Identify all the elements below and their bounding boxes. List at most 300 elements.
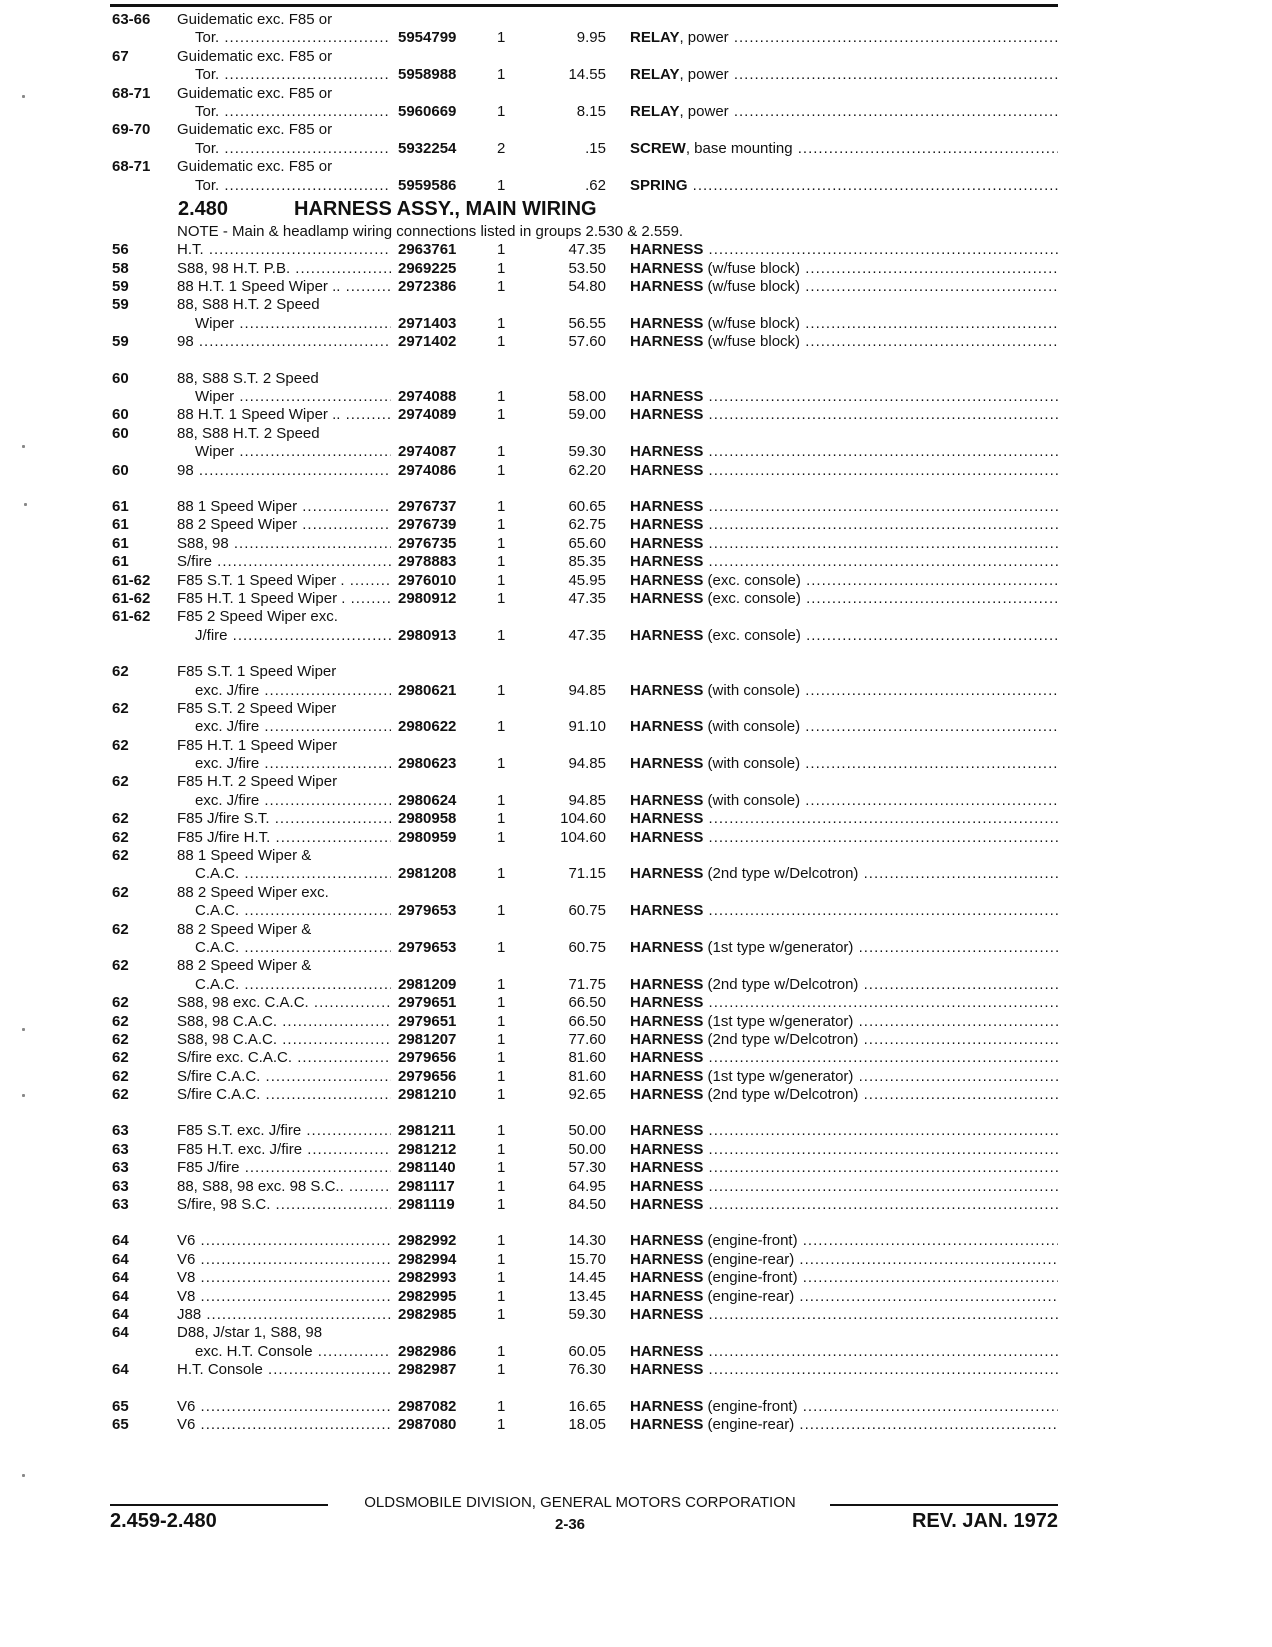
part-number: 2982994 <box>398 1250 457 1268</box>
price: 94.85 <box>568 681 606 699</box>
price: 59.30 <box>568 1306 606 1323</box>
part-number: 2981210 <box>398 1086 457 1104</box>
table-row <box>0 663 1272 681</box>
part-name-bold: RELAY <box>630 102 680 120</box>
description-continued: Tor. ..... <box>195 140 391 158</box>
description: V8 ..... <box>177 1269 391 1287</box>
part-name <box>630 516 1058 534</box>
part-name-bold: HARNESS <box>630 1397 704 1415</box>
footer-revision: REV. JAN. 1972 <box>911 1510 1058 1532</box>
model-year: 65 <box>112 1415 129 1433</box>
model-year: 56 <box>112 241 129 259</box>
model-year: 64 <box>112 1361 129 1379</box>
table-row <box>0 158 1272 176</box>
part-name <box>630 792 1058 810</box>
description: F85 H.T. 1 Speed Wiper . ..... <box>177 590 391 608</box>
price: 91.10 <box>568 718 606 736</box>
quantity: 1 <box>497 791 506 809</box>
part-name-detail: (1st type w/generator) <box>703 1012 854 1030</box>
table-row <box>0 994 1272 1012</box>
description: V6 ..... <box>177 1232 391 1250</box>
table-row <box>0 1196 1272 1214</box>
part-name-bold: HARNESS <box>630 516 704 534</box>
price: 66.50 <box>568 1012 606 1030</box>
model-year: 62 <box>112 847 129 865</box>
part-number: 2981207 <box>398 1030 457 1048</box>
part-name <box>630 315 1058 333</box>
table-row <box>0 590 1272 608</box>
model-year: 61 <box>112 516 129 534</box>
part-name <box>630 535 1058 553</box>
part-number: 2980624 <box>398 791 457 809</box>
description: S88, 98 ..... <box>177 535 391 553</box>
model-year: 59 <box>112 333 129 351</box>
table-row <box>0 829 1272 847</box>
part-name-bold: HARNESS <box>630 1122 704 1140</box>
price: 50.00 <box>568 1140 606 1158</box>
price: 9.95 <box>576 29 606 47</box>
quantity: 1 <box>497 388 506 406</box>
quantity: 1 <box>497 1250 506 1268</box>
price: 94.85 <box>568 755 606 773</box>
description: 88, S88 S.T. 2 Speed <box>177 369 319 387</box>
quantity: 1 <box>497 975 506 993</box>
part-name-bold: HARNESS <box>630 791 704 809</box>
price: 60.05 <box>568 1342 606 1360</box>
price: 53.50 <box>568 259 606 277</box>
part-number: 2974088 <box>398 388 457 406</box>
part-name <box>630 241 1058 259</box>
quantity: 1 <box>497 553 506 571</box>
model-year: 62 <box>112 699 129 717</box>
part-number: 2976735 <box>398 534 457 552</box>
part-name <box>630 1416 1058 1434</box>
price: 77.60 <box>568 1030 606 1048</box>
part-name-bold: HARNESS <box>630 1342 704 1360</box>
part-name-detail: (engine-rear) <box>703 1250 795 1268</box>
price: .62 <box>585 176 606 194</box>
part-number: 5932254 <box>398 139 457 157</box>
description: Guidematic exc. F85 or <box>177 158 333 176</box>
model-year: 61 <box>112 497 129 515</box>
description: 88 2 Speed Wiper & <box>177 920 312 938</box>
quantity: 1 <box>497 755 506 773</box>
quantity: 1 <box>497 828 506 846</box>
part-name-detail: (w/fuse block) <box>703 259 801 277</box>
part-name-detail: (w/fuse block) <box>703 314 801 332</box>
part-number: 2974089 <box>398 406 457 424</box>
table-row <box>0 1013 1272 1031</box>
table-row-continuation <box>0 1343 1272 1361</box>
part-number: 2982993 <box>398 1269 457 1287</box>
quantity: 1 <box>497 29 506 47</box>
table-row <box>0 1306 1272 1324</box>
table-row <box>0 1068 1272 1086</box>
part-name <box>630 1013 1058 1031</box>
quantity: 1 <box>497 461 506 479</box>
model-year: 68-71 <box>112 84 151 102</box>
part-number: 2980623 <box>398 755 457 773</box>
description: S/fire exc. C.A.C. ..... <box>177 1049 391 1067</box>
part-name-bold: HARNESS <box>630 406 704 424</box>
table-row <box>0 121 1272 139</box>
part-number: 5960669 <box>398 102 457 120</box>
part-number: 2972386 <box>398 278 457 296</box>
part-number: 2979651 <box>398 1012 457 1030</box>
table-row-continuation <box>0 29 1272 47</box>
part-name-detail: (w/fuse block) <box>703 278 801 296</box>
price: 76.30 <box>568 1361 606 1379</box>
description: F85 J/fire S.T. ..... <box>177 810 391 828</box>
part-name-bold: HARNESS <box>630 902 704 920</box>
part-number: 2978883 <box>398 553 457 571</box>
section-note <box>0 223 1272 241</box>
part-name-detail: (exc. console) <box>703 626 801 644</box>
model-year: 62 <box>112 1012 129 1030</box>
part-name-bold: HARNESS <box>630 994 704 1012</box>
price: 60.65 <box>568 497 606 515</box>
model-year: 62 <box>112 663 129 681</box>
section-number: 2.480 <box>178 197 229 220</box>
description: Guidematic exc. F85 or <box>177 11 333 28</box>
table-row-continuation <box>0 976 1272 994</box>
part-name <box>630 1251 1058 1269</box>
part-name-bold: HARNESS <box>630 626 704 644</box>
model-year: 64 <box>112 1324 129 1342</box>
description-continued: Tor. ..... <box>195 177 391 195</box>
description-continued: Wiper ..... <box>195 388 391 406</box>
section-heading <box>0 195 1272 223</box>
description-continued: Tor. ..... <box>195 103 391 121</box>
footer-rule-right <box>830 1504 1058 1506</box>
parts-list <box>0 11 1272 1434</box>
part-name <box>630 260 1058 278</box>
price: 58.00 <box>568 388 606 406</box>
model-year: 61-62 <box>112 589 151 607</box>
group-spacer <box>0 1214 1272 1232</box>
part-name-bold: HARNESS <box>630 461 704 479</box>
part-name-detail: (2nd type w/Delcotron) <box>703 865 859 883</box>
description-continued: C.A.C. ..... <box>195 902 391 920</box>
table-row <box>0 1122 1272 1140</box>
footer-company: OLDSMOBILE DIVISION, GENERAL MOTORS CORPORATION <box>364 1494 796 1511</box>
part-name-bold: HARNESS <box>630 278 704 296</box>
part-number: 2979653 <box>398 902 457 920</box>
part-number: 2969225 <box>398 259 457 277</box>
price: 8.15 <box>576 102 606 120</box>
description-continued: exc. J/fire ..... <box>195 792 391 810</box>
table-row <box>0 1178 1272 1196</box>
model-year: 63 <box>112 1140 129 1158</box>
part-number: 2982992 <box>398 1232 457 1250</box>
part-name-bold: HARNESS <box>630 1140 704 1158</box>
part-number: 2980912 <box>398 589 457 607</box>
model-year: 60 <box>112 406 129 424</box>
part-name <box>630 976 1058 994</box>
price: 47.35 <box>568 626 606 644</box>
footer-group-range: 2.459-2.480 <box>110 1510 217 1532</box>
part-number: 2963761 <box>398 241 457 259</box>
quantity: 1 <box>497 314 506 332</box>
model-year: 60 <box>112 424 129 442</box>
part-name-bold: HARNESS <box>630 718 704 736</box>
part-name <box>630 865 1058 883</box>
part-name-bold: HARNESS <box>630 1287 704 1305</box>
price: 18.05 <box>568 1415 606 1433</box>
quantity: 1 <box>497 1361 506 1379</box>
table-row-continuation <box>0 682 1272 700</box>
model-year: 62 <box>112 957 129 975</box>
part-name-bold: RELAY <box>630 29 680 47</box>
description: V6 ..... <box>177 1416 391 1434</box>
description-continued: Tor. ..... <box>195 29 391 47</box>
part-name-bold: HARNESS <box>630 259 704 277</box>
price: 59.30 <box>568 443 606 461</box>
part-name <box>630 29 1058 47</box>
part-number: 2976739 <box>398 516 457 534</box>
model-year: 63-66 <box>112 11 151 28</box>
scan-speck <box>22 95 25 98</box>
table-row <box>0 737 1272 755</box>
price: 56.55 <box>568 314 606 332</box>
model-year: 58 <box>112 259 129 277</box>
part-name <box>630 994 1058 1012</box>
part-number: 5954799 <box>398 29 457 47</box>
part-name <box>630 1031 1058 1049</box>
part-name <box>630 682 1058 700</box>
table-row <box>0 1251 1272 1269</box>
table-row <box>0 462 1272 480</box>
part-number: 2971403 <box>398 314 457 332</box>
part-name-bold: SCREW <box>630 139 686 157</box>
description-continued: exc. J/fire ..... <box>195 682 391 700</box>
part-name-bold: HARNESS <box>630 1177 704 1195</box>
price: 62.75 <box>568 516 606 534</box>
part-name-bold: HARNESS <box>630 333 704 351</box>
description: Guidematic exc. F85 or <box>177 121 333 139</box>
price: 92.65 <box>568 1086 606 1104</box>
part-name <box>630 755 1058 773</box>
part-number: 2982987 <box>398 1361 457 1379</box>
description: S88, 98 H.T. P.B. ..... <box>177 260 391 278</box>
quantity: 1 <box>497 497 506 515</box>
price: 59.00 <box>568 406 606 424</box>
price: 104.60 <box>560 810 606 828</box>
table-row <box>0 572 1272 590</box>
part-name-bold: HARNESS <box>630 314 704 332</box>
top-rule <box>110 4 1058 7</box>
group-spacer <box>0 1104 1272 1122</box>
price: .15 <box>585 139 606 157</box>
table-row <box>0 296 1272 314</box>
group-spacer <box>0 1380 1272 1398</box>
part-name-detail: , power <box>679 66 729 84</box>
part-number: 5959586 <box>398 176 457 194</box>
part-name <box>630 572 1058 590</box>
description-continued: exc. J/fire ..... <box>195 718 391 736</box>
description: 88 2 Speed Wiper & <box>177 957 312 975</box>
part-number: 2981140 <box>398 1159 456 1177</box>
table-row <box>0 553 1272 571</box>
part-name-bold: HARNESS <box>630 1030 704 1048</box>
part-name <box>630 1086 1058 1104</box>
part-name-detail: , power <box>679 29 729 47</box>
quantity: 1 <box>497 102 506 120</box>
part-number: 2980959 <box>398 828 457 846</box>
part-name-bold: HARNESS <box>630 571 704 589</box>
part-name <box>630 1122 1058 1140</box>
scan-speck <box>22 1028 25 1031</box>
price: 47.35 <box>568 589 606 607</box>
part-name-bold: HARNESS <box>630 1415 704 1433</box>
quantity: 1 <box>497 1140 506 1158</box>
price: 65.60 <box>568 534 606 552</box>
description: 88, S88, 98 exc. 98 S.C.. ..... <box>177 1178 391 1196</box>
part-name <box>630 939 1058 957</box>
description: V8 ..... <box>177 1288 391 1306</box>
part-name-bold: HARNESS <box>630 1196 704 1214</box>
quantity: 1 <box>497 1232 506 1250</box>
table-row <box>0 370 1272 388</box>
scan-speck <box>22 1094 25 1097</box>
part-name <box>630 443 1058 461</box>
table-row <box>0 1086 1272 1104</box>
quantity: 1 <box>497 1287 506 1305</box>
table-row <box>0 1141 1272 1159</box>
part-name <box>630 177 1058 195</box>
price: 15.70 <box>568 1250 606 1268</box>
part-name <box>630 1306 1058 1324</box>
table-row <box>0 278 1272 296</box>
quantity: 1 <box>497 681 506 699</box>
description: V6 ..... <box>177 1398 391 1416</box>
part-number: 2980621 <box>398 681 457 699</box>
part-name-detail: (2nd type w/Delcotron) <box>703 1086 859 1104</box>
part-number: 2980622 <box>398 718 457 736</box>
table-row <box>0 241 1272 259</box>
model-year: 67 <box>112 47 129 65</box>
price: 94.85 <box>568 791 606 809</box>
quantity: 1 <box>497 810 506 828</box>
table-row-continuation <box>0 388 1272 406</box>
model-year: 61 <box>112 534 129 552</box>
description: F85 S.T. 1 Speed Wiper . ..... <box>177 572 391 590</box>
scan-speck <box>22 445 25 448</box>
part-number: 2980958 <box>398 810 457 828</box>
model-year: 62 <box>112 920 129 938</box>
description: Guidematic exc. F85 or <box>177 47 333 65</box>
scan-speck <box>22 1474 25 1477</box>
part-name <box>630 590 1058 608</box>
part-name <box>630 66 1058 84</box>
description-continued: C.A.C. ..... <box>195 939 391 957</box>
model-year: 62 <box>112 883 129 901</box>
price: 71.15 <box>568 865 606 883</box>
footer-rule-left <box>110 1504 328 1506</box>
description: Guidematic exc. F85 or <box>177 84 333 102</box>
part-number: 2982995 <box>398 1287 457 1305</box>
table-row <box>0 11 1272 29</box>
part-name-detail: (w/fuse block) <box>703 333 801 351</box>
part-name <box>630 140 1058 158</box>
description-continued: Tor. ..... <box>195 66 391 84</box>
description: H.T. Console ..... <box>177 1361 391 1379</box>
model-year: 69-70 <box>112 121 151 139</box>
table-row-continuation <box>0 443 1272 461</box>
part-name-bold: HARNESS <box>630 1306 704 1323</box>
description: V6 ..... <box>177 1251 391 1269</box>
part-number: 2987080 <box>398 1415 457 1433</box>
part-name <box>630 1269 1058 1287</box>
part-number: 5958988 <box>398 66 457 84</box>
part-number: 2981117 <box>398 1177 455 1195</box>
part-name-bold: SPRING <box>630 176 688 194</box>
part-name <box>630 388 1058 406</box>
part-number: 2979656 <box>398 1049 457 1067</box>
part-name-bold: HARNESS <box>630 681 704 699</box>
part-number: 2971402 <box>398 333 457 351</box>
part-name-detail: (engine-front) <box>703 1397 798 1415</box>
table-row <box>0 48 1272 66</box>
price: 14.30 <box>568 1232 606 1250</box>
part-number: 2974086 <box>398 461 457 479</box>
footer-page-number: 2-36 <box>555 1516 586 1533</box>
table-row <box>0 425 1272 443</box>
table-row <box>0 1416 1272 1434</box>
part-name <box>630 829 1058 847</box>
model-year: 62 <box>112 828 129 846</box>
price: 14.55 <box>568 66 606 84</box>
quantity: 1 <box>497 571 506 589</box>
description: 98 ..... <box>177 333 391 351</box>
model-year: 65 <box>112 1397 129 1415</box>
price: 57.60 <box>568 333 606 351</box>
description: F85 S.T. 2 Speed Wiper <box>177 699 337 717</box>
table-row <box>0 1398 1272 1416</box>
part-number: 2981208 <box>398 865 457 883</box>
part-name <box>630 1049 1058 1067</box>
table-row <box>0 260 1272 278</box>
quantity: 1 <box>497 589 506 607</box>
description-continued: C.A.C. ..... <box>195 865 391 883</box>
model-year: 61-62 <box>112 571 151 589</box>
price: 81.60 <box>568 1067 606 1085</box>
table-row <box>0 608 1272 626</box>
quantity: 1 <box>497 443 506 461</box>
part-number: 2979653 <box>398 938 457 956</box>
description: F85 H.T. 1 Speed Wiper <box>177 736 338 754</box>
price: 57.30 <box>568 1159 606 1177</box>
model-year: 62 <box>112 1049 129 1067</box>
description: S/fire C.A.C. ..... <box>177 1068 391 1086</box>
quantity: 1 <box>497 1030 506 1048</box>
part-number: 2974087 <box>398 443 457 461</box>
note-text: NOTE - Main & headlamp wiring connections listed in groups 2.530 & 2.559. <box>177 222 684 240</box>
table-row <box>0 957 1272 975</box>
table-row <box>0 1324 1272 1342</box>
table-row-continuation <box>0 177 1272 195</box>
description: S/fire C.A.C. ..... <box>177 1086 391 1104</box>
quantity: 1 <box>497 902 506 920</box>
part-name-bold: HARNESS <box>630 1159 704 1177</box>
table-row <box>0 535 1272 553</box>
description: 88, S88 H.T. 2 Speed <box>177 296 320 314</box>
part-name-detail: (with console) <box>703 791 801 809</box>
part-name-bold: HARNESS <box>630 975 704 993</box>
part-name <box>630 406 1058 424</box>
model-year: 62 <box>112 810 129 828</box>
price: 60.75 <box>568 938 606 956</box>
